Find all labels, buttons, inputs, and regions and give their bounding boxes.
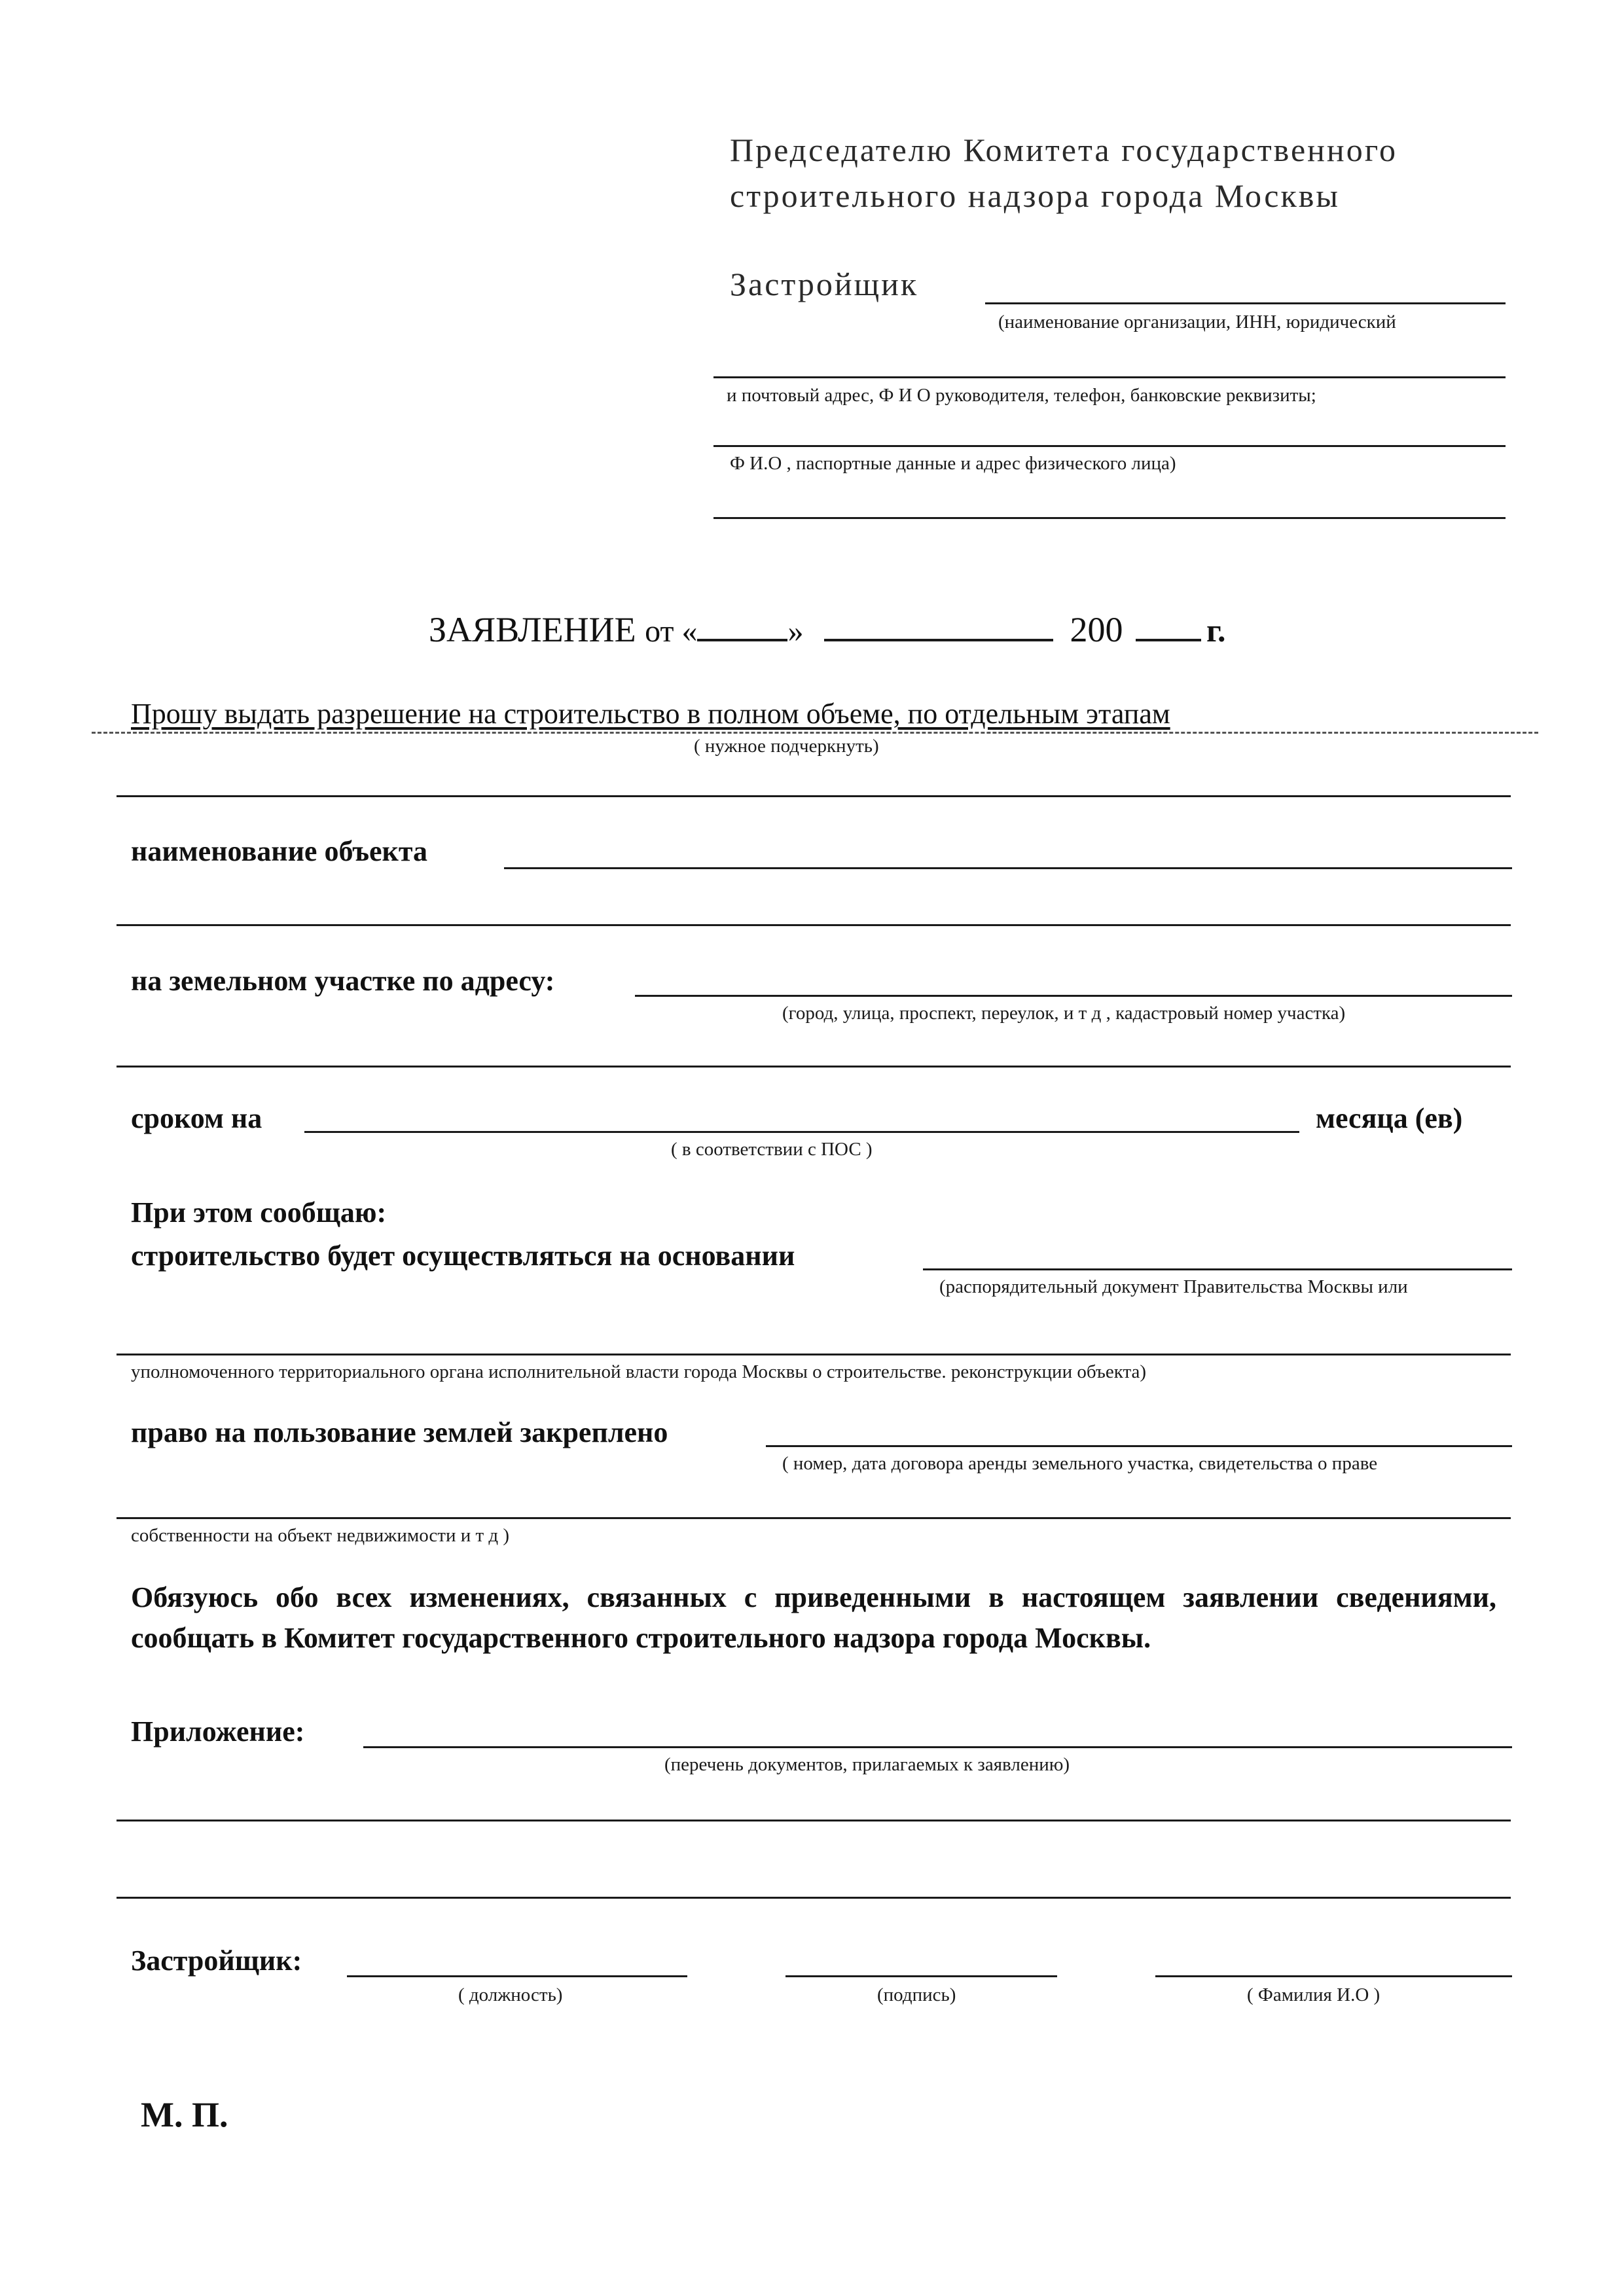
attachment-extra-field-1[interactable] [117, 1820, 1511, 1821]
signature-caption: (подпись) [877, 1984, 956, 2005]
developer-caption-1: (наименование организации, ИНН, юридический [998, 312, 1396, 332]
object-name-field[interactable] [504, 867, 1512, 869]
term-suffix: месяца (ев) [1316, 1102, 1463, 1134]
attachment-caption: (перечень документов, прилагаемых к заявлению) [664, 1754, 1070, 1775]
basis-field[interactable] [923, 1268, 1512, 1270]
addressee-line-2: строительного надзора города Москвы [730, 177, 1340, 214]
object-label: наименование объекта [131, 835, 428, 867]
full-name-caption: ( Фамилия И.О ) [1247, 1984, 1380, 2005]
full-name-field[interactable] [1155, 1975, 1512, 1977]
developer-caption-2: и почтовый адрес, Ф И О руководителя, телефон, банковские реквизиты; [727, 385, 1316, 406]
developer-name-field[interactable] [985, 302, 1506, 304]
object-extra-field[interactable] [117, 924, 1511, 926]
basis-label: строительство будет осуществляться на основании [131, 1240, 795, 1272]
basis-caption-1: (распорядительный документ Правительства Москвы или [939, 1276, 1408, 1297]
land-extra-field[interactable] [117, 1066, 1511, 1067]
year-field[interactable] [1136, 609, 1201, 641]
position-caption: ( должность) [458, 1984, 563, 2005]
term-caption: ( в соответствии с ПОС ) [671, 1139, 873, 1160]
land-right-field[interactable] [766, 1445, 1512, 1447]
request-text[interactable]: Прошу выдать разрешение на строительство в полном объеме, по отдельным этапам [131, 698, 1170, 730]
stamp-place: М. П. [141, 2095, 228, 2134]
position-field[interactable] [347, 1975, 687, 1977]
term-label: сроком на [131, 1102, 262, 1134]
title-row [429, 609, 1226, 650]
addressee-line-1: Председателю Комитета государственного [730, 132, 1398, 168]
developer-extra-field[interactable] [713, 517, 1506, 519]
land-right-caption-1: ( номер, дата договора аренды земельного участка, свидетельства о праве [782, 1453, 1378, 1474]
request-caption: ( нужное подчеркнуть) [694, 736, 879, 757]
day-field[interactable] [697, 609, 787, 641]
signature-field[interactable] [785, 1975, 1057, 1977]
info-heading: При этом сообщаю: [131, 1196, 387, 1229]
attachment-label: Приложение: [131, 1715, 305, 1748]
term-field[interactable] [304, 1131, 1299, 1133]
land-right-label: право на пользование землей закреплено [131, 1416, 668, 1448]
land-address-field[interactable] [635, 995, 1512, 997]
title-close-quote: » [787, 614, 804, 649]
request-extra-field[interactable] [117, 795, 1511, 797]
month-field[interactable] [824, 609, 1053, 641]
year-suffix: г. [1206, 612, 1226, 649]
signature-label: Застройщик: [131, 1945, 302, 1977]
basis-extra-field[interactable] [117, 1354, 1511, 1355]
attachment-extra-field-2[interactable] [117, 1897, 1511, 1899]
land-right-extra-field[interactable] [117, 1517, 1511, 1519]
obligation-text: Обязуюсь обо всех изменениях, связанных с приведенными в настоящем заявлении сведениями, сообщать в Комитет государственного строительного надзора города Москвы. [131, 1581, 1496, 1654]
title-from: от « [645, 614, 698, 649]
basis-caption-2: уполномоченного территориального органа исполнительной власти города Москвы о строительстве. реконструкции объекта) [131, 1361, 1147, 1382]
year-prefix: 200 [1070, 610, 1123, 649]
land-label: на земельном участке по адресу: [131, 965, 555, 997]
developer-person-field[interactable] [713, 445, 1506, 447]
developer-address-field[interactable] [713, 376, 1506, 378]
developer-caption-3: Ф И.О , паспортные данные и адрес физического лица) [730, 453, 1176, 474]
developer-label: Застройщик [730, 266, 919, 302]
request-underline [92, 732, 1538, 734]
land-caption: (город, улица, проспект, переулок, и т д , кадастровый номер участка) [782, 1003, 1346, 1024]
title-word: ЗАЯВЛЕНИЕ [429, 610, 636, 649]
land-right-caption-2: собственности на объект недвижимости и т д ) [131, 1525, 510, 1546]
attachment-field[interactable] [363, 1746, 1512, 1748]
